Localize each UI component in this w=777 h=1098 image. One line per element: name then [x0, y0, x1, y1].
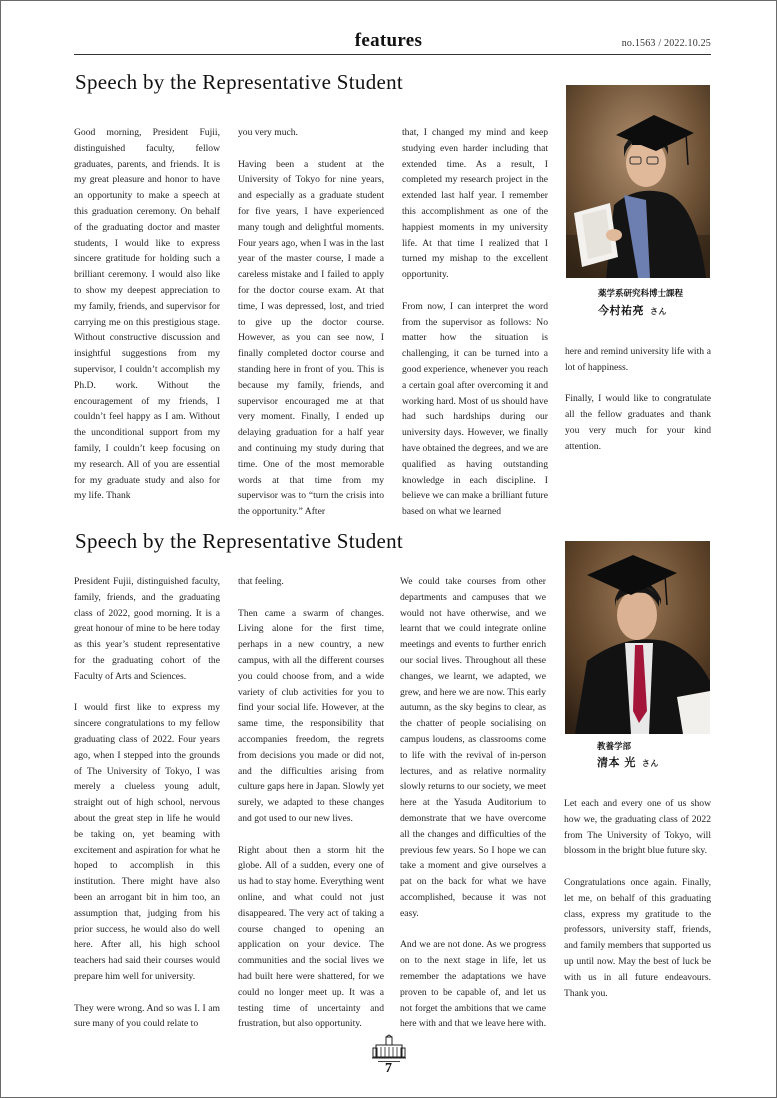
speech-2-paragraph: Congratulations once again. Finally, let me, on behalf of this graduating class, express my gratitude to the professors, university staff, friends, and family members that supported us up until now. May the best of luck be with us in all future endeavours. Thank you.: [564, 876, 711, 999]
speech-2-speaker-name: [597, 754, 659, 770]
speech-1-paragraph: here and remind university life with a lot of happiness.: [565, 346, 711, 373]
magazine-section-title: features: [354, 30, 423, 51]
speech-1-column-1: [74, 125, 220, 521]
speech-1-paragraph: From now, I can interpret the word from the supervisor as follows: No matter how the situation is challenging, it can be turned into a good experience, whenever you reach a certain goal after overcoming it and working hard. Most of us should have had such hardships during our university days. However, we finally have obtained the degrees, and we are qualified as having outstanding knowledge in each discipline. I believe we can make a brilliant future based on what we learned: [402, 300, 548, 518]
speech-2-column-1: [74, 574, 220, 1030]
speech-2-title: Speech by the Representative Student: [75, 529, 404, 553]
speech-2-paragraph: that feeling.: [238, 576, 284, 587]
speech-1-paragraph: Having been a student at the University of Tokyo for nine years, and especially as a graduate student for five years, I have experienced many tough and delightful moments. Four years ago, when I was in the last year of the master course, I made a careless mistake and I failed to apply for the doctor course exam. At that time, I was depressed, lost, and tried to give up the doctor course. However, as you can see now, I finally completed doctor course and standing here in front of you. This is because my family, friends, and supervisor encouraged me at that very moment. Finally, I ended up delaying graduation for a half year and continuing my study during that time. One of the most memorable words at that time from my supervisor was to “turn the crisis into the opportunity.” After: [238, 158, 384, 518]
speech-2-paragraph: They were wrong. And so was I. I am sure many of you could relate to: [74, 1002, 220, 1030]
speech-1-paragraph: Good morning, President Fujii, distinguished faculty, fellow graduates, parents, and friends. It is my great pleasure and honor to have an opportunity to make a speech at this graduation ceremony. On behalf of the graduating doctor and master students, I would like to express sincere gratitude for holding such a brilliant ceremony. I would also like to show my deepest appreciation to my family, friends, and supervisor for carrying me on this prestigious stage. Without constructive discussion and insightful suggestions from my supervisor, I couldn’t accomplish my Ph.D. work. Without the encouragement of my friends, I couldn’t feel happy as I am. Without the unconditional support from my family, I couldn’t keep focusing on my research. All of you are essential for my graduate study and also for my life. Thank: [74, 127, 220, 502]
speech-2-speaker-honorific: さん: [641, 759, 659, 768]
speech-2-speaker-name-text: 清本 光: [597, 756, 636, 769]
speech-1-speaker-photo: [566, 85, 710, 278]
speech-1-paragraph: Finally, I would like to congratulate all the fellow graduates and thank you very much for your kind attention.: [565, 393, 711, 452]
speech-1-speaker-honorific: さん: [650, 307, 667, 316]
speech-1-column-4: [565, 344, 711, 464]
speech-2-speaker-department: 教養学部: [597, 742, 632, 752]
speech-1-speaker-name-text: 今村祐亮: [598, 304, 644, 317]
speech-1-column-2: [238, 125, 384, 521]
speech-2-column-4: [564, 796, 711, 1006]
speech-2-column-2: [238, 574, 384, 1030]
speech-2-paragraph: We could take courses from other departments and campuses that we would not have otherwise, and we learnt that we could integrate online meetings and events to further enrich our social lives. Throughout all these changes, we learnt, we adapted, we grew, and here we are now. This early autumn, as the sky begins to clear, as the chatter of people socialising on campus loudens, as classrooms come to life with the revival of in-person lectures, and as relative normality slowly returns to our society, we meet here at the Yasuda Auditorium to demonstrate that we have overcome all the changes and difficulties of the previous few years. So I hope we can take a moment and give ourselves a pat on the back for what we have accomplished, because it was not easy.: [400, 576, 546, 919]
issue-number-date: no.1563 / 2022.10.25: [621, 38, 711, 49]
speech-2-paragraph: I would first like to express my sincere congratulations to my fellow graduating class of 2022. Four years ago, when I stepped into the grounds of The University of Tokyo, I was merely a clueless young adult, straight out of high school, nervous about the great step in life he would be taking on, yet beaming with excitement and aspiration for what he hoped to accomplish in this institution. There might have also been an arrogant bit in him too, an assumption that, judging from his prior success, he would also do well here. After all, his high school teachers had said their courses would prepare him well for university.: [74, 702, 220, 982]
speech-1-column-3: [402, 125, 548, 521]
page-number: 7: [385, 1061, 392, 1076]
speech-2-paragraph: Let each and every one of us show how we, the graduating class of 2022 from The University of Tokyo, will blossom in the bright blue future sky.: [564, 798, 711, 857]
speech-1-speaker-name: [598, 302, 667, 318]
speech-2-paragraph: And we are not done. As we progress on to the next stage in life, let us remember the adaptations we have proven to be capable of, and let us not forget the ambitions that we came here with and that we leave here with.: [400, 939, 546, 1030]
speech-2-speaker-photo: [565, 541, 710, 734]
speech-2-paragraph: Right about then a storm hit the globe. All of a sudden, every one of us had to stay home. Everything went online, and what could not just disappeared. The very act of taking a course changed to opening an application on your device. The communities and the social lives we had built here were shattered, for we could no longer meet up. It was a testing time of uncertainty and frustration, but also opportunity.: [238, 844, 384, 1030]
speech-2-column-3: [400, 574, 546, 1030]
header-divider: [74, 54, 711, 55]
speech-2-paragraph: President Fujii, distinguished faculty, family, friends, and the graduating class of 2022, good morning. It is a great honour of mine to be here today as this year’s student representative for the graduating cohort of the Faculty of Arts and Sciences.: [74, 576, 220, 682]
speech-1-paragraph: that, I changed my mind and keep studying even harder including that extended time. As a result, I completed my research project in the extended last half year. I remember this accomplishment as one of the happiest moments in my university life. At that time I realized that I turned my mishap to the excellent opportunity.: [402, 127, 548, 281]
speech-1-speaker-department: 薬学系研究科博士課程: [598, 289, 684, 299]
speech-1-paragraph: you very much.: [238, 127, 298, 138]
yasuda-auditorium-logo-icon: [372, 1035, 406, 1064]
speech-1-title: Speech by the Representative Student: [75, 70, 404, 94]
speech-2-paragraph: Then came a swarm of changes. Living alone for the first time, perhaps in a new country, a new campus, with all the different courses you could choose from, and a wide variety of club activities for you to find your social life. However, at the same time, the responsibility that accompanies freedom, the regrets from decisions you made or did not, and the difficulties arising from culture gaps here in Japan. Slowly yet surely, we adapted to these changes and got used to our new lives.: [238, 607, 384, 824]
